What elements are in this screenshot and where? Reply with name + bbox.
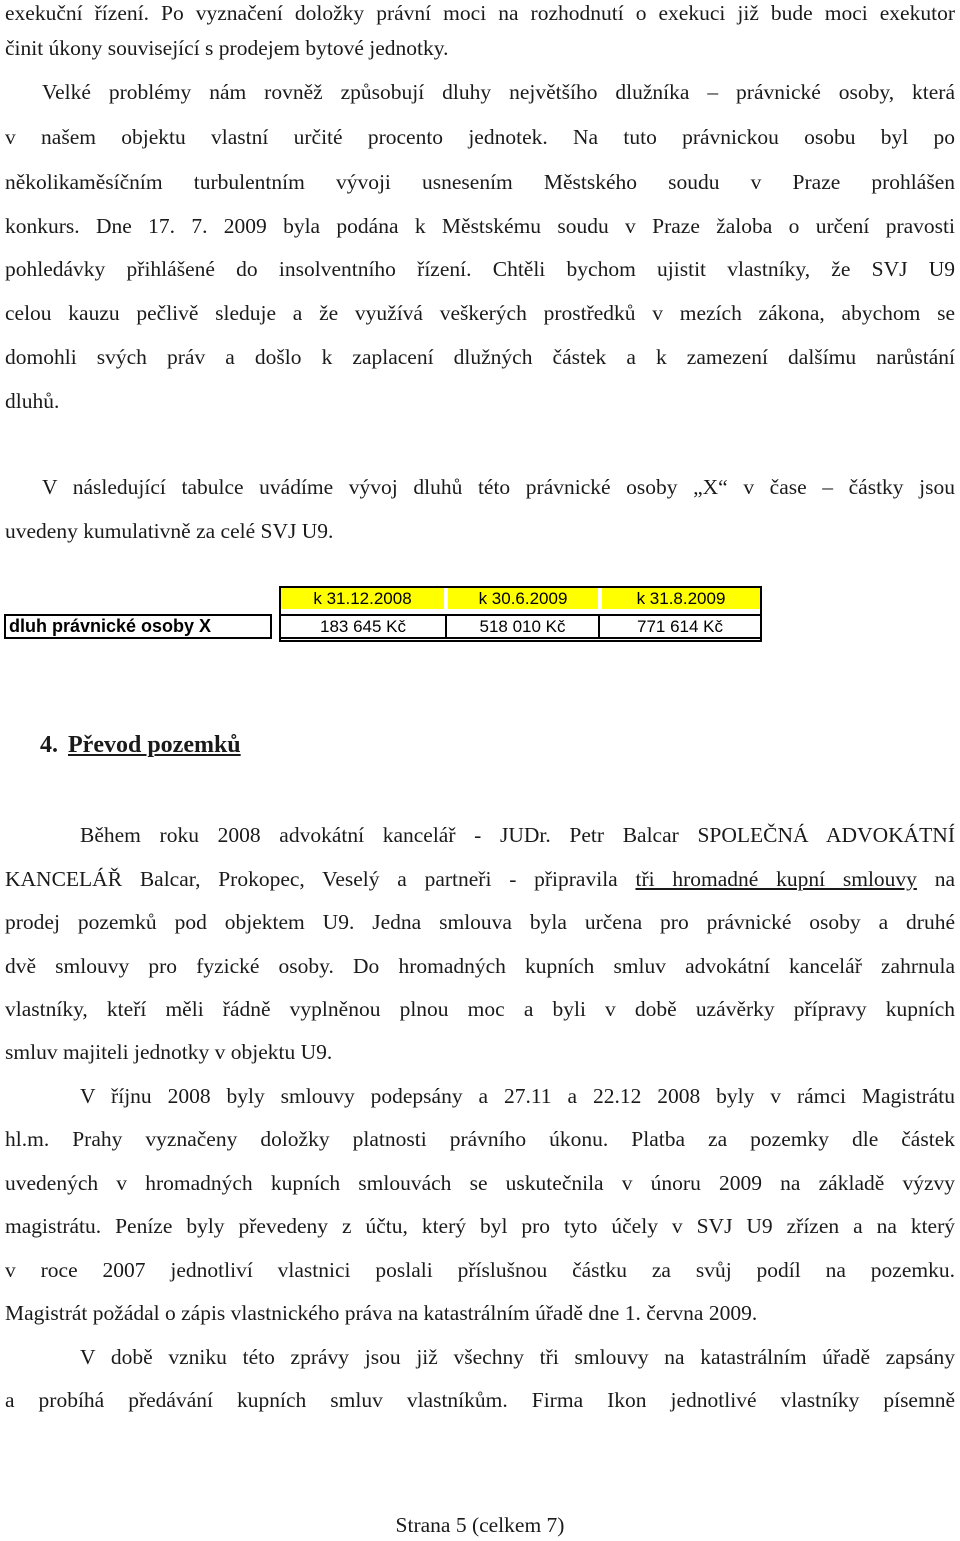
table-cell: 183 645 Kč (279, 614, 447, 639)
text-line: exekuční řízení. Po vyznačení doložky právní moci na rozhodnutí o exekuci již bude moci exekutor (5, 1, 955, 25)
text-line: několikaměsíčním turbulentním vývoji usnesením Městského soudu v Praze prohlášen (5, 170, 955, 194)
text-line: uvedených v hromadných kupních smlouvách se uskutečnila v únoru 2009 na základě výzvy (5, 1171, 955, 1195)
text-line: Během roku 2008 advokátní kancelář - JUDr. Petr Balcar SPOLEČNÁ ADVOKÁTNÍ (80, 823, 955, 847)
text-line: V době vzniku této zprávy jsou již všechny tři smlouvy na katastrálním úřadě zapsány (80, 1345, 955, 1369)
table-header-cell: k 31.12.2008 (281, 588, 444, 609)
text-line: činit úkony související s prodejem bytové jednotky. (5, 36, 449, 60)
text-line: a probíhá předávání kupních smluv vlastníkům. Firma Ikon jednotlivé vlastníky písemně (5, 1388, 955, 1412)
text-line: magistrátu. Peníze byly převedeny z účtu, který byl pro tyto účely v SVJ U9 zřízen a na který (5, 1214, 955, 1238)
text-line: dluhů. (5, 389, 60, 413)
text-line: V říjnu 2008 byly smlouvy podepsány a 27.11 a 22.12 2008 byly v rámci Magistrátu (80, 1084, 955, 1108)
table-row-label: dluh právnické osoby X (4, 614, 272, 639)
text-line: vlastníky, kteří měli řádně vyplněnou plnou moc a byli v době uzávěrky přípravy kupních (5, 997, 955, 1021)
page-footer: Strana 5 (celkem 7) (395, 1513, 565, 1537)
text-line: konkurs. Dne 17. 7. 2009 byla podána k Městskému soudu v Praze žaloba o určení pravosti (5, 214, 955, 238)
text-line: Velké problémy nám rovněž způsobují dluhy největšího dlužníka – právnické osoby, která (42, 80, 955, 104)
section-title: Převod pozemků (68, 732, 241, 758)
table-header-cell: k 30.6.2009 (448, 588, 598, 609)
text-segment: KANCELÁŘ Balcar, Prokopec, Veselý a partneři - připravila (5, 867, 636, 891)
text-line: V následující tabulce uvádíme vývoj dluhů této právnické osoby „X“ v čase – částky jsou (42, 475, 955, 499)
text-segment: na (916, 867, 955, 891)
text-line: v roce 2007 jednotliví vlastnici poslali příslušnou částku za svůj podíl na pozemku. (5, 1258, 955, 1282)
text-line: smluv majiteli jednotky v objektu U9. (5, 1040, 333, 1064)
table-cell: 518 010 Kč (447, 614, 600, 639)
section-heading (40, 730, 241, 760)
section-number: 4. (40, 732, 58, 758)
text-line: domohli svých práv a došlo k zaplacení dlužných částek a k zamezení dalšímu narůstání (5, 345, 955, 369)
text-line: dvě smlouvy pro fyzické osoby. Do hromadných kupních smluv advokátní kancelář zahrnula (5, 954, 955, 978)
table-header-cell: k 31.8.2009 (602, 588, 760, 609)
text-line (5, 866, 955, 892)
text-line: v našem objektu vlastní určité procento jednotek. Na tuto právnickou osobu byl po (5, 125, 955, 149)
text-line: prodej pozemků pod objektem U9. Jedna smlouva byla určena pro právnické osoby a druhé (5, 910, 955, 934)
text-line: celou kauzu pečlivě sleduje a že využívá veškerých prostředků v mezích zákona, abychom se (5, 301, 955, 325)
table-cell: 771 614 Kč (600, 614, 762, 639)
text-line: hl.m. Prahy vyznačeny doložky platnosti právního úkonu. Platba za pozemky dle částek (5, 1127, 955, 1151)
text-line: pohledávky přihlášené do insolventního řízení. Chtěli bychom ujistit vlastníky, že SVJ U9 (5, 257, 955, 281)
underlined-text: tři hromadné kupní smlouvy (635, 867, 917, 891)
text-line: uvedeny kumulativně za celé SVJ U9. (5, 519, 334, 543)
text-line: Magistrát požádal o zápis vlastnického práva na katastrálním úřadě dne 1. června 2009. (5, 1301, 758, 1325)
